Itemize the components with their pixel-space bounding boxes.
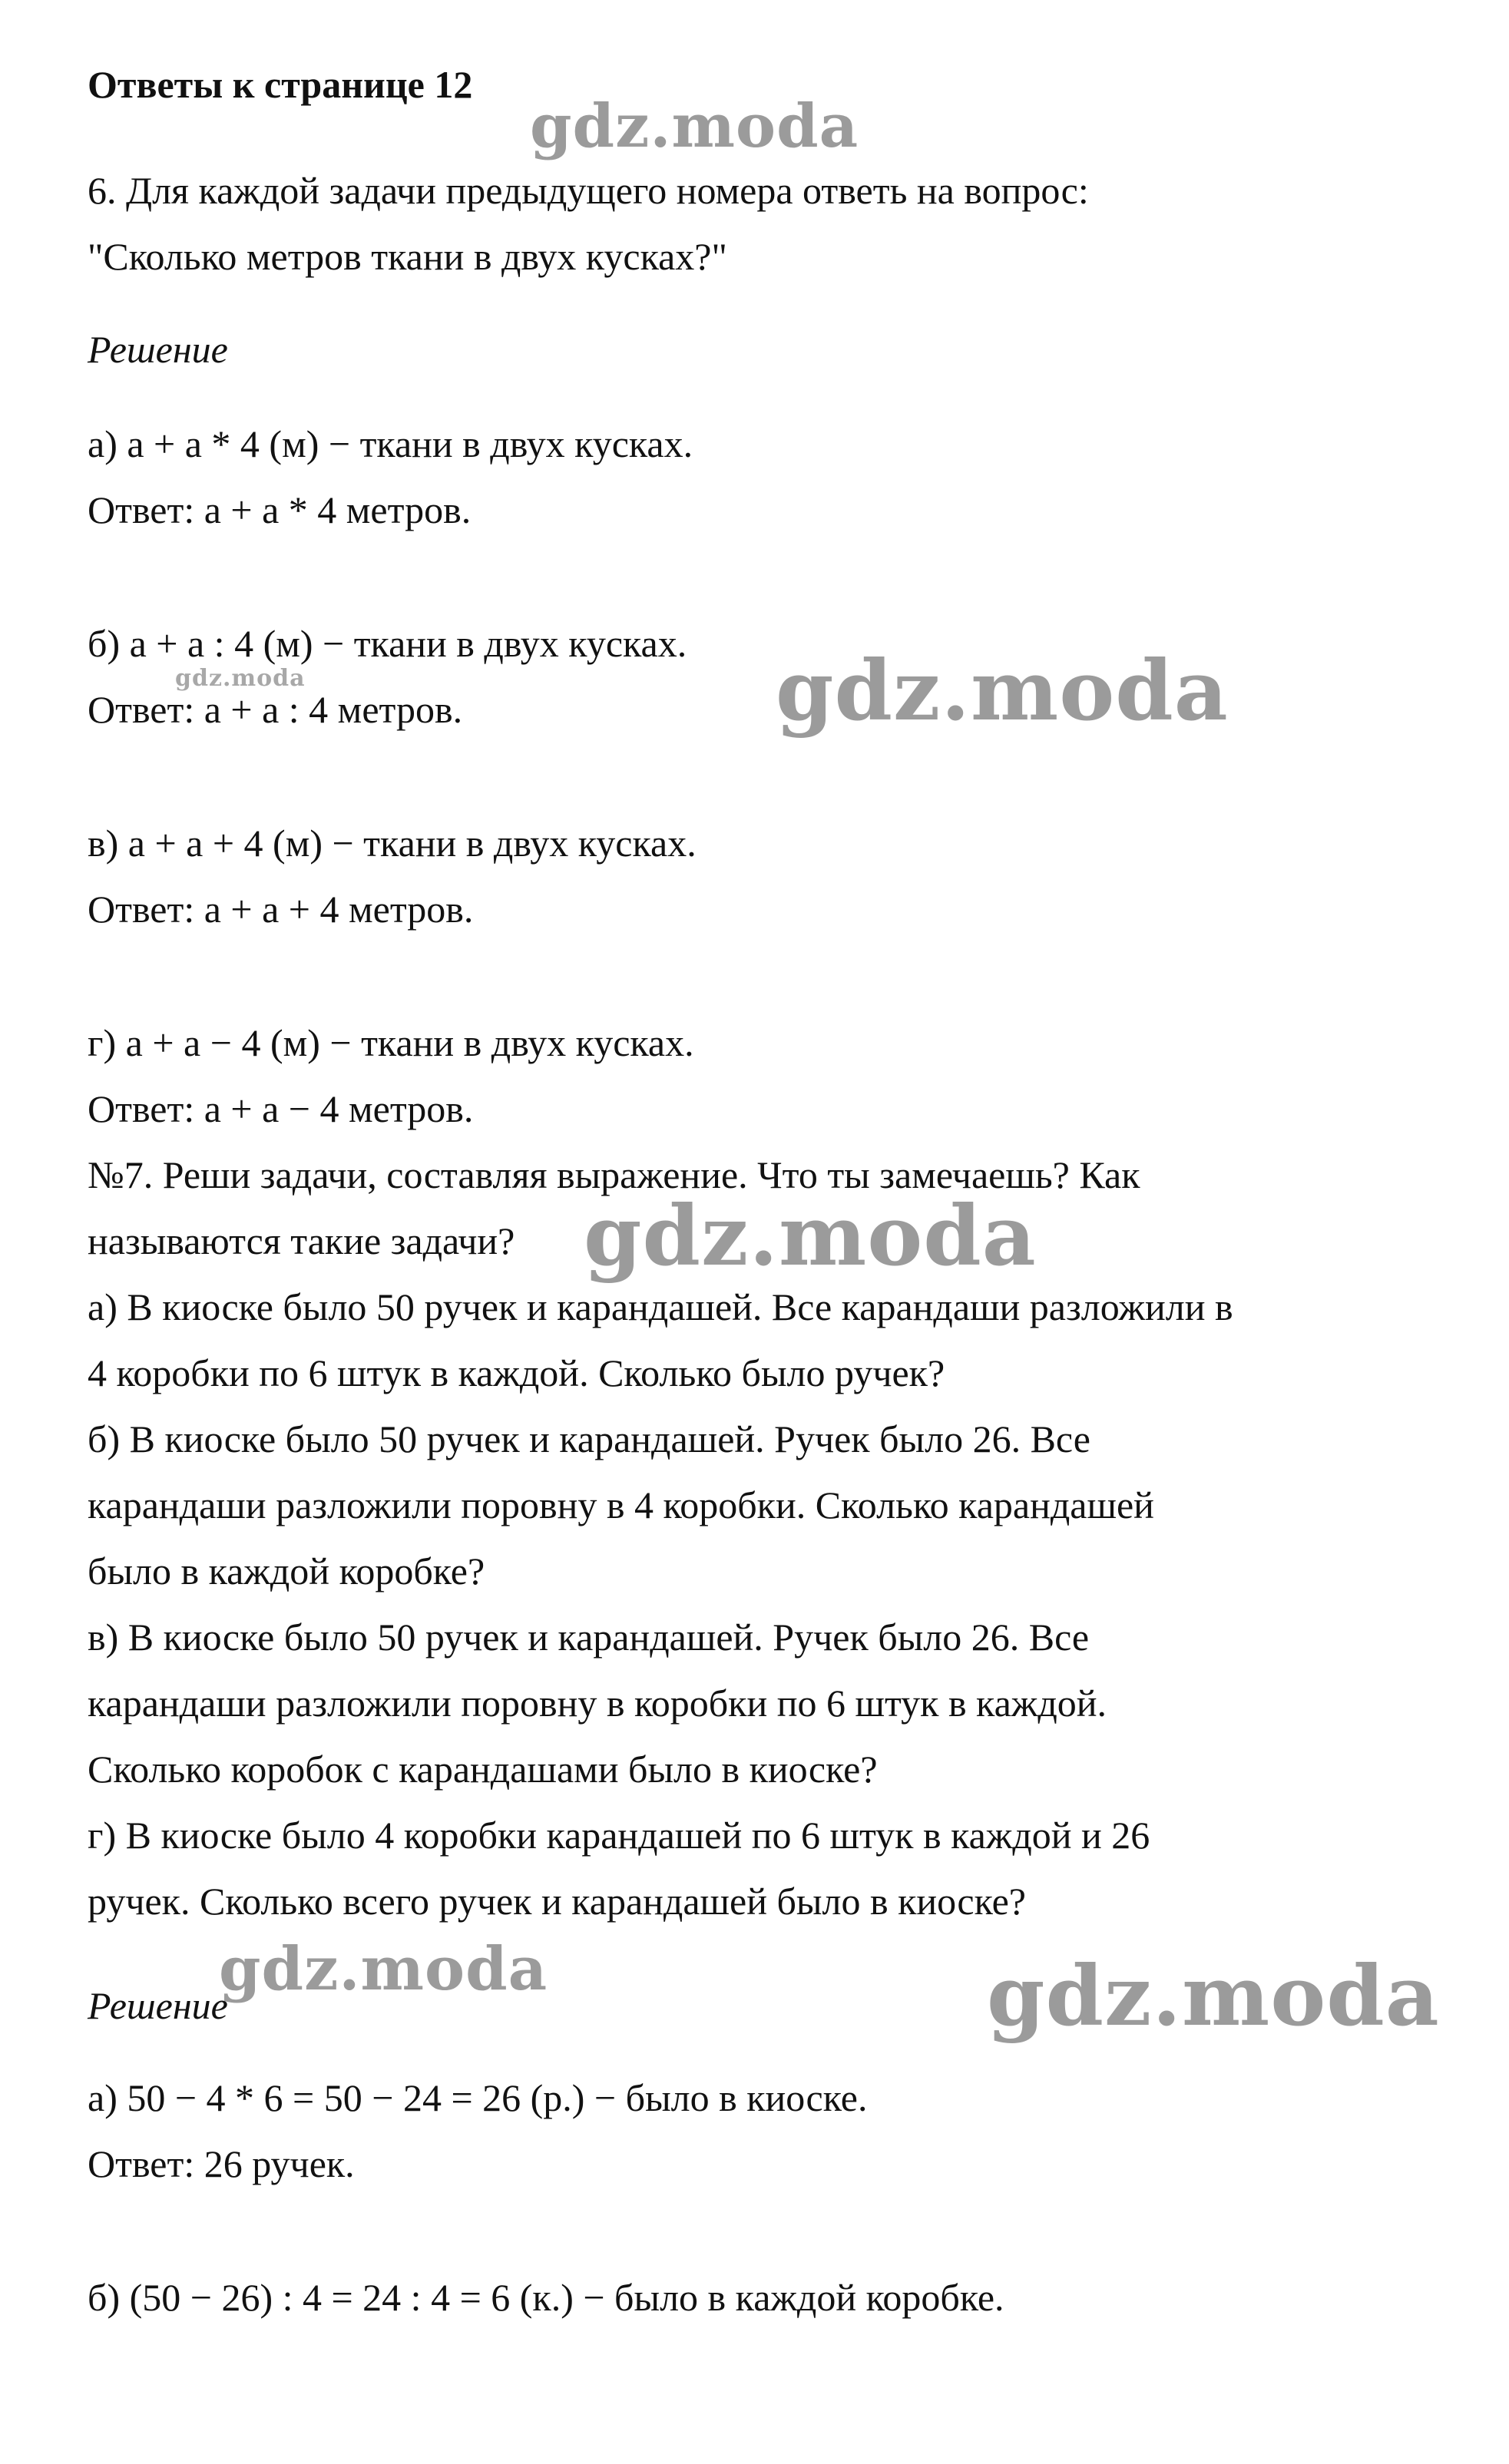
task6-item-a-expr: а) a + a * 4 (м) − ткани в двух кусках. — [88, 422, 693, 465]
task6-solution-label: Решение — [88, 328, 228, 371]
task6-question-line2: "Сколько метров ткани в двух кусках?" — [88, 235, 727, 278]
task6-item-a-answer: Ответ: a + a * 4 метров. — [88, 488, 472, 531]
task6-question-line1: 6. Для каждой задачи предыдущего номера ответь на вопрос: — [88, 169, 1089, 212]
task6-item-v-expr: в) a + a + 4 (м) − ткани в двух кусках. — [88, 822, 697, 865]
task7-line-2: называются такие задачи? — [88, 1219, 515, 1262]
task7-solution-label: Решение — [88, 1984, 228, 2027]
watermark-logo: gdz.moda — [584, 1188, 1037, 1285]
task7-solution-a-answer: Ответ: 26 ручек. — [88, 2142, 355, 2185]
task7-line-4: 4 коробки по 6 штук в каждой. Сколько было ручек? — [88, 1351, 945, 1394]
task7-line-10: Сколько коробок с карандашами было в киоске? — [88, 1748, 878, 1791]
task7-line-12: ручек. Сколько всего ручек и карандашей было в киоске? — [88, 1880, 1026, 1923]
watermark-logo: gdz.moda — [175, 665, 306, 692]
task7-solution-b-expr: б) (50 − 26) : 4 = 24 : 4 = 6 (к.) − было в каждой коробке. — [88, 2276, 1004, 2319]
task7-line-11: г) В киоске было 4 коробки карандашей по 6 штук в каждой и 26 — [88, 1814, 1150, 1857]
watermark-logo: gdz.moda — [530, 91, 859, 161]
watermark-logo: gdz.moda — [219, 1934, 548, 2004]
task6-item-b-answer: Ответ: a + a : 4 метров. — [88, 688, 463, 731]
task6-item-v-answer: Ответ: a + a + 4 метров. — [88, 888, 474, 931]
task7-line-8: в) В киоске было 50 ручек и карандашей. Ручек было 26. Все — [88, 1616, 1090, 1659]
page-title: Ответы к странице 12 — [88, 63, 473, 106]
task7-line-1: №7. Реши задачи, составляя выражение. Что ты замечаешь? Как — [88, 1153, 1140, 1196]
task7-solution-a-expr: а) 50 − 4 * 6 = 50 − 24 = 26 (р.) − было в киоске. — [88, 2076, 868, 2119]
task6-item-g-expr: г) a + a − 4 (м) − ткани в двух кусках. — [88, 1021, 694, 1064]
task7-line-6: карандаши разложили поровну в 4 коробки. Сколько карандашей — [88, 1483, 1154, 1526]
task6-item-g-answer: Ответ: a + a − 4 метров. — [88, 1087, 474, 1130]
watermark-logo: gdz.moda — [776, 643, 1229, 739]
task7-line-5: б) В киоске было 50 ручек и карандашей. Ручек было 26. Все — [88, 1417, 1090, 1460]
task6-item-b-expr: б) a + a : 4 (м) − ткани в двух кусках. — [88, 622, 687, 665]
watermark-logo: gdz.moda — [987, 1948, 1440, 2045]
task7-line-3: а) В киоске было 50 ручек и карандашей. Все карандаши разложили в — [88, 1285, 1233, 1328]
task7-line-9: карандаши разложили поровну в коробки по 6 штук в каждой. — [88, 1682, 1107, 1725]
task7-line-7: было в каждой коробке? — [88, 1550, 485, 1593]
